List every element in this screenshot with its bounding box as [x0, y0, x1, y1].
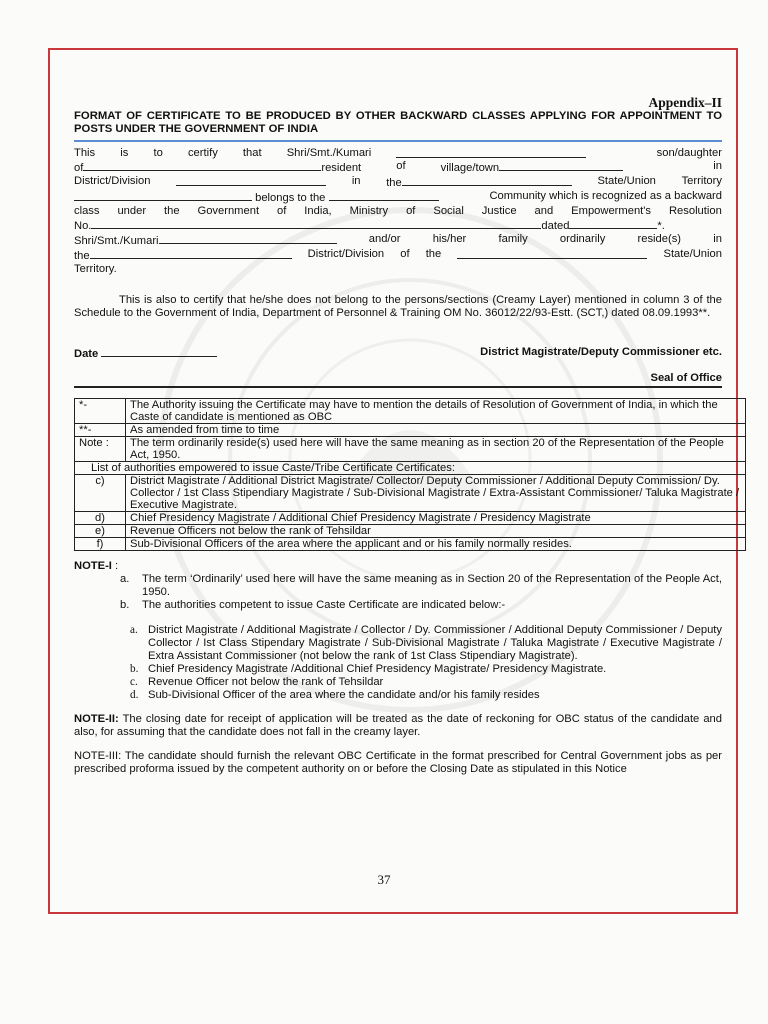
blank-field[interactable]	[402, 175, 572, 186]
table-row: e) Revenue Officers not below the rank of Tehsildar	[75, 524, 746, 537]
page-number: 37	[377, 872, 391, 887]
cert-line-9: Territory.	[74, 263, 117, 275]
blank-field[interactable]	[90, 248, 292, 259]
cert-line-5: class under the Government of India, Ministry of Social Justice and Empowerment's Resolution	[74, 205, 722, 217]
list-item: d. Sub-Divisional Officer of the area where the candidate and/or his family resides	[130, 688, 540, 701]
title-divider	[74, 140, 722, 142]
certificate-body	[74, 147, 722, 276]
date-label: Date	[74, 348, 99, 360]
table-row: *- The Authority issuing the Certificate may have to mention the details of Resolution of Government of India, in which the Caste of candidate is mentioned as OBC	[75, 398, 746, 423]
note-1-item-a: a. The term ‘Ordinarily’ used here will have the same meaning as in Section 20 of the Representation of the People Act, 1950.	[120, 572, 722, 598]
list-item: b. Chief Presidency Magistrate /Additional Chief Presidency Magistrate/ Presidency Magistrate.	[130, 662, 607, 675]
cert-line-8: the District/Division of the State/Union	[74, 248, 722, 262]
note-3: NOTE-III: The candidate should furnish the relevant OBC Certificate in the format prescribed for Central Government jobs as per prescribed proforma issued by the competent authority on or before the Closing Date as stipulated in this Notice	[74, 749, 722, 775]
table-row: c) District Magistrate / Additional District Magistrate/ Collector/ Deputy Commissioner / Additional Deputy Commission/ Dy. Collector / 1st Class Stipendiary Magistrate / Sub-Divisional Magistrate / Extra-Assistant Commissioner/ Taluka Magistrate / Executive Magistrate.	[75, 474, 746, 511]
blank-field[interactable]	[74, 190, 252, 201]
blank-field[interactable]	[569, 218, 657, 229]
note-1: NOTE-I :	[74, 559, 119, 572]
date-field[interactable]	[101, 346, 217, 357]
table-row: List of authorities empowered to issue Caste/Tribe Certificate Certificates:	[75, 461, 746, 474]
blank-field[interactable]	[176, 175, 326, 186]
cert-line-2: of resident of village/town in	[74, 160, 722, 174]
cert-line-4: belongs to the Community which is recognized as a backward	[74, 190, 722, 205]
signatory-label: District Magistrate/Deputy Commissioner etc.	[480, 346, 722, 358]
signature-row	[74, 346, 722, 361]
cert-line-3: District/Division in the State/Union Territory	[74, 175, 722, 189]
blank-field[interactable]	[159, 233, 337, 244]
cert-line-1: This is to certify that Shri/Smt./Kumari son/daughter	[74, 147, 722, 159]
cert-line-6: No. dated *.	[74, 220, 665, 232]
table-row: **- As amended from time to time	[75, 423, 746, 436]
table-row: Note : The term ordinarily reside(s) used here will have the same meaning as in section 20 of the Representation of the People Act, 1950.	[75, 436, 746, 461]
authorities-table	[74, 398, 746, 551]
blank-field[interactable]	[83, 160, 321, 171]
seal-of-office: Seal of Office	[650, 372, 722, 384]
note-2: NOTE-II: The closing date for receipt of application will be treated as the date of reckoning for OBC status of the candidate and also, for assuming that the candidate does not fall in the creamy layer.	[74, 712, 722, 738]
blank-field[interactable]	[329, 190, 439, 201]
note-1-item-b: b. The authorities competent to issue Caste Certificate are indicated below:-	[120, 598, 506, 611]
list-item: c. Revenue Officer not below the rank of Tehsildar	[130, 675, 384, 688]
section-divider	[74, 386, 722, 388]
certificate-title: FORMAT OF CERTIFICATE TO BE PRODUCED BY OTHER BACKWARD CLASSES APPLYING FOR APPOINTMENT TO POSTS UNDER THE GOVERNMENT OF INDIA	[74, 110, 722, 135]
certificate-content	[74, 95, 740, 776]
blank-field[interactable]	[396, 147, 586, 158]
list-item: a. District Magistrate / Additional Magistrate / Collector / Dy. Commissioner / Additional Deputy Commissioner / Deputy Collector / Ist Class Stipendary Magistrate / Sub-Divisional Magistrate / Taluka Magistrate / Executive Magistrate / Extra Assistant Commissioner (not below the rank of 1st Class Stipendiary Magistrate).	[130, 623, 722, 662]
table-row: d) Chief Presidency Magistrate / Additional Chief Presidency Magistrate / Presidency Magistrate	[75, 511, 746, 524]
blank-field[interactable]	[457, 248, 647, 259]
blank-field[interactable]	[499, 160, 623, 171]
cert-line-7: Shri/Smt./Kumari and/or his/her family ordinarily reside(s) in	[74, 233, 722, 247]
appendix-label: Appendix–II	[648, 95, 722, 110]
blank-field[interactable]	[91, 218, 541, 229]
table-row: f) Sub-Divisional Officers of the area where the applicant and or his family normally resides.	[75, 537, 746, 550]
creamy-layer-paragraph: This is also to certify that he/she does not belong to the persons/sections (Creamy Layer) mentioned in column 3 of the Schedule to the Government of India, Department of Personnel & Training OM No. 36012/22/93-Estt. (SCT,) dated 08.09.1993**.	[74, 294, 722, 319]
